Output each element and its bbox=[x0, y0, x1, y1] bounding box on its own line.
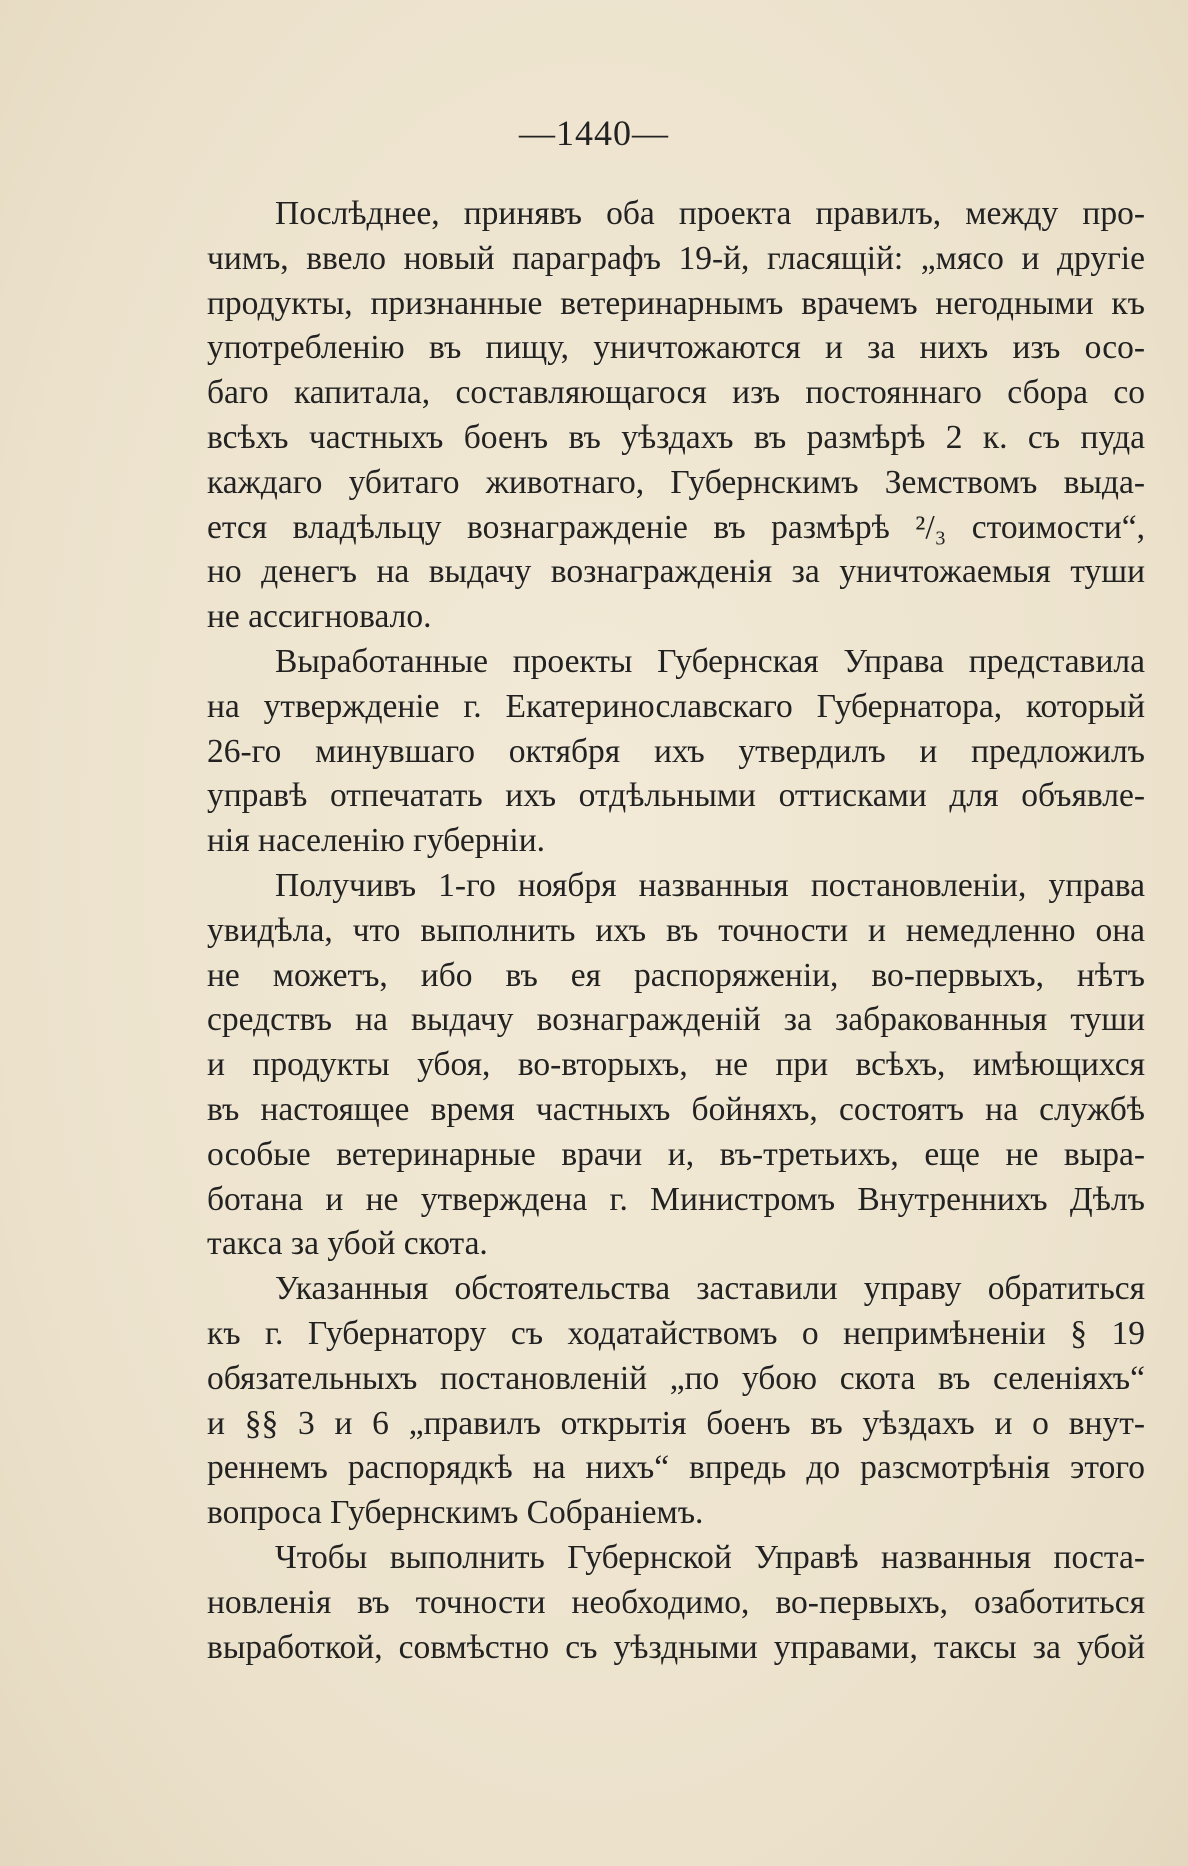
text-line: 26-го минувшаго октября ихъ утвердилъ и предложилъ bbox=[207, 732, 1145, 770]
text-line: и продукты убоя, во-вторыхъ, не при всѣхъ, имѣющихся bbox=[207, 1046, 1145, 1084]
text-line: въ настоящее время частныхъ бойняхъ, состоятъ на службѣ bbox=[207, 1090, 1145, 1128]
text-line: на утвержденіе г. Екатеринославскаго Губернатора, который bbox=[207, 687, 1145, 725]
text-line: продукты, признанные ветеринарнымъ врачемъ негодными къ bbox=[207, 284, 1145, 322]
text-line: но денегъ на выдачу вознагражденія за уничтожаемыя туши bbox=[207, 553, 1145, 591]
text-line: Чтобы выполнить Губернской Управѣ названныя поста- bbox=[275, 1538, 1145, 1576]
text-line: обязательныхъ постановленій „по убою скота въ селеніяхъ“ bbox=[207, 1359, 1145, 1397]
body-text bbox=[207, 192, 1145, 1670]
text-line: и §§ 3 и 6 „правилъ открытія боенъ въ уѣздахъ и о внут- bbox=[207, 1404, 1145, 1442]
text-line: Выработанные проекты Губернская Управа представила bbox=[275, 642, 1145, 680]
text-line: баго капитала, составляющагося изъ постояннаго сбора со bbox=[207, 374, 1145, 412]
text-line: Получивъ 1-го ноября названныя постановленіи, управа bbox=[275, 866, 1145, 904]
text-line: ботана и не утверждена г. Министромъ Внутреннихъ Дѣлъ bbox=[207, 1180, 1145, 1218]
text-line: такса за убой скота. bbox=[207, 1225, 488, 1263]
text-line: нія населенію губерніи. bbox=[207, 822, 545, 860]
text-line: не можетъ, ибо въ ея распоряженіи, во-первыхъ, нѣтъ bbox=[207, 956, 1145, 994]
text-line: чимъ, ввело новый параграфъ 19-й, гласящій: „мясо и другіе bbox=[207, 239, 1145, 277]
text-line: Указанныя обстоятельства заставили управу обратиться bbox=[275, 1270, 1145, 1308]
text-line: каждаго убитаго животнаго, Губернскимъ Земствомъ выда- bbox=[207, 463, 1145, 501]
text-line: увидѣла, что выполнить ихъ въ точности и немедленно она bbox=[207, 911, 1145, 949]
text-line: Послѣднее, принявъ оба проекта правилъ, между про- bbox=[275, 195, 1145, 232]
page-number: —1440— bbox=[519, 113, 669, 153]
text-line: не ассигновало. bbox=[207, 598, 432, 636]
text-line: вопроса Губернскимъ Собраніемъ. bbox=[207, 1494, 704, 1532]
text-line: употребленію въ пищу, уничтожаются и за нихъ изъ осо- bbox=[207, 329, 1145, 367]
text-line: всѣхъ частныхъ боенъ въ уѣздахъ въ размѣрѣ 2 к. съ пуда bbox=[207, 418, 1145, 456]
text-line: особые ветеринарные врачи и, въ-третьихъ, еще не выра- bbox=[207, 1135, 1145, 1173]
text-line: новленія въ точности необходимо, во-первыхъ, озаботиться bbox=[207, 1583, 1145, 1621]
text-line: выработкой, совмѣстно съ уѣздными управами, таксы за убой bbox=[207, 1628, 1145, 1666]
text-line: средствъ на выдачу вознагражденій за забракованныя туши bbox=[207, 1001, 1145, 1039]
text-line: къ г. Губернатору съ ходатайствомъ о непримѣненіи § 19 bbox=[207, 1314, 1145, 1352]
text-line: управѣ отпечатать ихъ отдѣльными оттисками для объявле- bbox=[207, 777, 1145, 815]
text-line: реннемъ распорядкѣ на нихъ“ впредь до разсмотрѣнія этого bbox=[207, 1449, 1145, 1487]
text-line: ется владѣльцу вознагражденіе въ размѣрѣ ²/₃ стоимости“, bbox=[207, 508, 1145, 546]
